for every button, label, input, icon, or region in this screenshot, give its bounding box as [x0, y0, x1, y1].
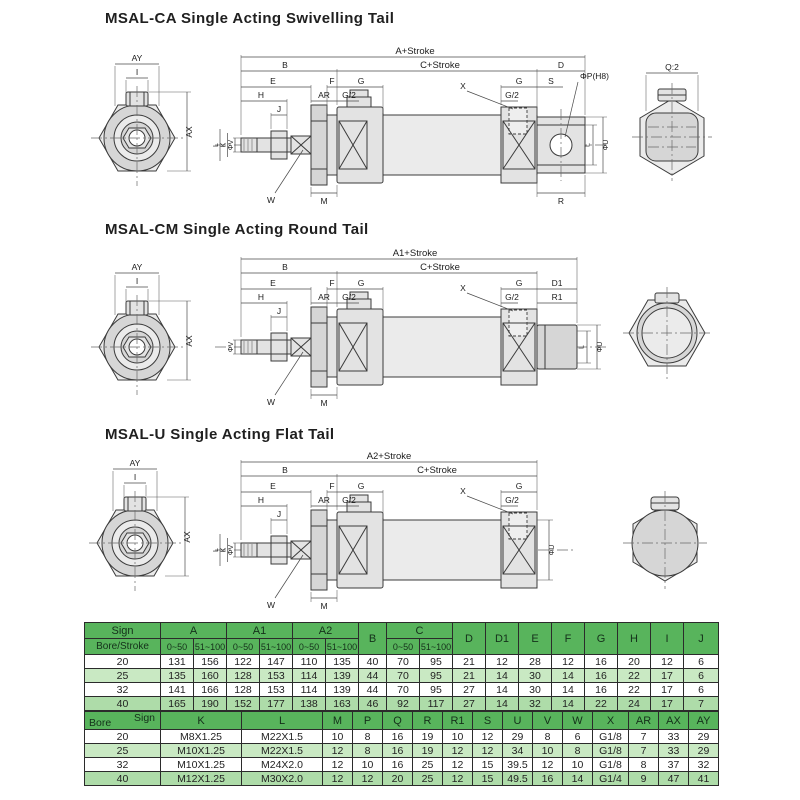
value-cell: 135 [161, 669, 194, 683]
header-f: F [552, 623, 585, 655]
value-cell: 49.5 [503, 772, 533, 786]
value-cell: 6 [684, 669, 719, 683]
value-cell: 14 [552, 669, 585, 683]
value-cell: 12 [323, 758, 353, 772]
value-cell: 25 [413, 772, 443, 786]
msal-cm-left-end-view [85, 259, 195, 399]
dim-label-c-stroke: C+Stroke [420, 60, 460, 71]
value-cell: 10 [323, 730, 353, 744]
value-cell: 114 [293, 683, 326, 697]
drawing-area-msal-ca [85, 45, 745, 215]
dim-label-e: E [270, 481, 276, 491]
value-cell: 16 [383, 758, 413, 772]
value-cell: 29 [689, 744, 719, 758]
value-cell: 70 [387, 669, 420, 683]
value-cell: 44 [359, 683, 387, 697]
value-cell: 12 [533, 758, 563, 772]
header-k: K [161, 712, 242, 730]
value-cell: 190 [194, 697, 227, 711]
header-d: D [453, 623, 486, 655]
table-row [85, 772, 719, 786]
table-row [85, 655, 719, 669]
header-ar: AR [629, 712, 659, 730]
header-c-51-100: 51~100 [420, 639, 453, 655]
value-cell: 153 [260, 683, 293, 697]
msal-ca-right-end-view [620, 49, 730, 189]
dim-label-w: W [266, 195, 276, 205]
value-cell: 29 [503, 730, 533, 744]
dim-label-v: ΦV [228, 341, 236, 353]
dim-label-g2-right: G/2 [505, 90, 519, 100]
header-sign: Sign [85, 623, 161, 639]
header-d1: D1 [486, 623, 519, 655]
dim-label-g-left: G [357, 76, 365, 86]
value-cell: 70 [387, 655, 420, 669]
bore-cell: 20 [85, 655, 161, 669]
value-cell: 139 [326, 669, 359, 683]
value-cell: 12 [473, 744, 503, 758]
value-cell: 7 [629, 730, 659, 744]
value-cell: 8 [629, 758, 659, 772]
value-cell: 17 [651, 697, 684, 711]
header-bore-stroke: Bore/Stroke [85, 639, 161, 655]
dim-label-j: J [276, 509, 282, 519]
header-a2-0-50: 0~50 [293, 639, 326, 655]
msal-u-right-end-view [613, 455, 723, 595]
dim-label-c-stroke: C+Stroke [420, 262, 460, 273]
value-cell: 6 [684, 655, 719, 669]
flat-tail-end-view [623, 491, 707, 589]
header-l: L [242, 712, 323, 730]
dim-label-g2-left: G/2 [342, 90, 356, 100]
header-v: V [533, 712, 563, 730]
value-cell: 153 [260, 669, 293, 683]
value-cell: 122 [227, 655, 260, 669]
dim-label-a2-stroke: A2+Stroke [366, 451, 412, 462]
mounting-flange [311, 307, 337, 387]
value-cell: 14 [486, 683, 519, 697]
cylinder-tube [383, 317, 501, 377]
header-bore-sign-corner [85, 712, 161, 730]
header-ay: AY [689, 712, 719, 730]
rear-cap [501, 309, 537, 385]
value-cell: 12 [552, 655, 585, 669]
dim-label-x: X [460, 486, 466, 496]
value-cell: 16 [585, 669, 618, 683]
dim-label-i: I [133, 472, 137, 482]
value-cell: 10 [533, 744, 563, 758]
dim-label-u: ΦU [597, 341, 604, 353]
value-cell: 12 [323, 772, 353, 786]
value-cell: 117 [420, 697, 453, 711]
value-cell: G1/8 [593, 758, 629, 772]
value-cell: 147 [260, 655, 293, 669]
dim-label-u: ΦU [549, 544, 556, 556]
header-g: G [585, 623, 618, 655]
value-cell: 37 [659, 758, 689, 772]
table-row [85, 758, 719, 772]
dim-label-i: I [135, 276, 139, 286]
value-cell: 114 [293, 669, 326, 683]
dim-label-ax: AX [184, 335, 194, 347]
value-cell: 29 [689, 730, 719, 744]
value-cell: 30 [519, 669, 552, 683]
value-cell: M22X1.5 [242, 744, 323, 758]
value-cell: 95 [420, 683, 453, 697]
value-cell: 8 [353, 744, 383, 758]
rear-cap-flat-tail [501, 512, 537, 588]
value-cell: 16 [585, 655, 618, 669]
dim-label-b: B [282, 262, 288, 272]
head-cap [337, 495, 383, 588]
value-cell: 20 [618, 655, 651, 669]
value-cell: 40 [359, 655, 387, 669]
bore-cell: 32 [85, 758, 161, 772]
dim-label-f: F [329, 278, 335, 288]
value-cell: 70 [387, 683, 420, 697]
dim-label-m: M [320, 601, 328, 611]
table2-header-row [85, 712, 719, 730]
dim-label-w: W [266, 397, 276, 407]
header-a: A [161, 623, 227, 639]
round-tail-boss [537, 325, 577, 369]
bore-cell: 40 [85, 772, 161, 786]
swivel-clevis-tail [537, 109, 585, 181]
dim-label-k: K [220, 547, 228, 553]
section-title-msal-cm: MSAL-CM Single Acting Round Tail [105, 221, 369, 238]
header-q: Q [383, 712, 413, 730]
msal-cm-main-view [215, 247, 610, 409]
header-h: H [618, 623, 651, 655]
dim-label-e: E [270, 76, 276, 86]
value-cell: 6 [684, 683, 719, 697]
table1-header-row-1 [85, 623, 719, 639]
value-cell: 7 [684, 697, 719, 711]
head-cap [337, 292, 383, 385]
value-cell: 152 [227, 697, 260, 711]
table-row [85, 744, 719, 758]
header-b: B [359, 623, 387, 655]
value-cell: 33 [659, 744, 689, 758]
value-cell: 44 [359, 669, 387, 683]
value-cell: 156 [194, 655, 227, 669]
value-cell: 163 [326, 697, 359, 711]
rear-cap [501, 107, 537, 183]
head-cap [337, 90, 383, 183]
value-cell: 25 [413, 758, 443, 772]
dim-label-b: B [282, 60, 288, 70]
header-e: E [519, 623, 552, 655]
dim-label-r1: R1 [551, 292, 563, 302]
value-cell: 14 [563, 772, 593, 786]
value-cell: 19 [413, 730, 443, 744]
dim-label-v: ΦV [228, 139, 236, 151]
dim-label-ar: AR [318, 495, 330, 505]
value-cell: 166 [194, 683, 227, 697]
dim-label-f: F [329, 76, 335, 86]
dim-label-j: J [276, 306, 282, 316]
bore-cell: 20 [85, 730, 161, 744]
corner-sign-label: Sign [133, 712, 155, 724]
value-cell: M12X1.25 [161, 772, 242, 786]
table-row [85, 683, 719, 697]
value-cell: G1/4 [593, 772, 629, 786]
dim-label-b: B [282, 465, 288, 475]
dim-label-ay: AY [131, 262, 143, 272]
value-cell: 17 [651, 669, 684, 683]
value-cell: M10X1.25 [161, 744, 242, 758]
header-a1-0-50: 0~50 [227, 639, 260, 655]
dim-label-x: X [460, 283, 466, 293]
msal-ca-left-end-view [85, 50, 195, 190]
value-cell: 17 [651, 683, 684, 697]
dim-label-g-right: G [515, 481, 523, 491]
bore-cell: 25 [85, 669, 161, 683]
value-cell: G1/8 [593, 730, 629, 744]
header-c: C [387, 623, 453, 639]
dim-label-m: M [320, 196, 328, 206]
value-cell: 128 [227, 669, 260, 683]
dim-label-g-right: G [515, 76, 523, 86]
value-cell: 177 [260, 697, 293, 711]
dimension-table-2 [84, 711, 719, 786]
dim-label-l-left: L [213, 143, 221, 147]
value-cell: 8 [563, 744, 593, 758]
value-cell: 138 [293, 697, 326, 711]
mounting-flange [311, 105, 337, 185]
value-cell: 6 [563, 730, 593, 744]
header-r: R [413, 712, 443, 730]
drawing-area-msal-u [85, 452, 745, 622]
value-cell: 16 [585, 683, 618, 697]
header-i: I [651, 623, 684, 655]
value-cell: 27 [453, 683, 486, 697]
value-cell: 131 [161, 655, 194, 669]
dim-label-g-right: G [515, 278, 523, 288]
value-cell: 10 [443, 730, 473, 744]
value-cell: 32 [689, 758, 719, 772]
msal-cm-right-end-view [615, 245, 725, 385]
cylinder-tube [383, 520, 501, 580]
dim-label-ax: AX [182, 531, 192, 543]
header-a-0-50: 0~50 [161, 639, 194, 655]
value-cell: 139 [326, 683, 359, 697]
value-cell: M10X1.25 [161, 758, 242, 772]
value-cell: 95 [420, 655, 453, 669]
table-row [85, 669, 719, 683]
dim-label-i: I [135, 67, 139, 77]
value-cell: 47 [659, 772, 689, 786]
header-s: S [473, 712, 503, 730]
value-cell: 14 [486, 697, 519, 711]
value-cell: 128 [227, 683, 260, 697]
dim-label-g-left: G [357, 278, 365, 288]
table-row [85, 697, 719, 711]
header-a1-51-100: 51~100 [260, 639, 293, 655]
value-cell: G1/8 [593, 744, 629, 758]
value-cell: 28 [519, 655, 552, 669]
value-cell: 141 [161, 683, 194, 697]
swivel-end-view [632, 83, 712, 181]
value-cell: M24X2.0 [242, 758, 323, 772]
value-cell: 110 [293, 655, 326, 669]
dim-label-d1: D1 [551, 278, 563, 288]
dim-label-c-stroke: C+Stroke [417, 465, 457, 476]
msal-u-left-end-view [83, 455, 193, 595]
dim-label-a1-stroke: A1+Stroke [392, 248, 438, 259]
value-cell: 12 [443, 772, 473, 786]
dim-label-f: F [329, 481, 335, 491]
msal-ca-main-view [215, 45, 610, 207]
header-a2: A2 [293, 623, 359, 639]
mounting-flange [311, 510, 337, 590]
value-cell: 16 [383, 730, 413, 744]
header-x: X [593, 712, 629, 730]
value-cell: 15 [473, 758, 503, 772]
dim-label-g-left: G [357, 481, 365, 491]
header-a1: A1 [227, 623, 293, 639]
value-cell: 16 [383, 744, 413, 758]
value-cell: M8X1.25 [161, 730, 242, 744]
dim-label-g2-right: G/2 [505, 292, 519, 302]
value-cell: 12 [443, 744, 473, 758]
value-cell: 39.5 [503, 758, 533, 772]
value-cell: 41 [689, 772, 719, 786]
value-cell: 32 [519, 697, 552, 711]
dim-label-p: ΦP(H8) [580, 71, 609, 81]
dim-label-ax: AX [184, 126, 194, 138]
value-cell: 34 [503, 744, 533, 758]
value-cell: 21 [453, 669, 486, 683]
value-cell: M30X2.0 [242, 772, 323, 786]
section-title-msal-u: MSAL-U Single Acting Flat Tail [105, 426, 335, 443]
bore-cell: 40 [85, 697, 161, 711]
header-u: U [503, 712, 533, 730]
value-cell: 12 [443, 758, 473, 772]
value-cell: M22X1.5 [242, 730, 323, 744]
value-cell: 14 [486, 669, 519, 683]
msal-u-main-view [215, 450, 610, 612]
dim-label-ar: AR [318, 292, 330, 302]
value-cell: 12 [486, 655, 519, 669]
value-cell: 22 [618, 669, 651, 683]
header-a-51-100: 51~100 [194, 639, 227, 655]
value-cell: 8 [533, 730, 563, 744]
header-m: M [323, 712, 353, 730]
value-cell: 27 [453, 697, 486, 711]
value-cell: 8 [353, 730, 383, 744]
dim-label-x: X [460, 81, 466, 91]
dimension-table-1 [84, 622, 719, 711]
dim-label-r: R [557, 196, 565, 206]
value-cell: 10 [353, 758, 383, 772]
dim-label-u: ΦU [603, 139, 610, 151]
bore-cell: 25 [85, 744, 161, 758]
header-w: W [563, 712, 593, 730]
dim-label-l-left: L [213, 548, 221, 552]
dim-label-m: M [320, 398, 328, 408]
value-cell: 7 [629, 744, 659, 758]
dim-label-g2-left: G/2 [342, 495, 356, 505]
value-cell: 46 [359, 697, 387, 711]
dim-label-j: J [276, 104, 282, 114]
value-cell: 30 [519, 683, 552, 697]
value-cell: 9 [629, 772, 659, 786]
header-p: P [353, 712, 383, 730]
piston-rod-assembly [241, 536, 311, 564]
value-cell: 95 [420, 669, 453, 683]
dim-label-ay: AY [131, 53, 143, 63]
piston-rod-assembly [241, 333, 311, 361]
dim-label-v: ΦV [228, 544, 236, 556]
value-cell: 33 [659, 730, 689, 744]
dim-label-g2-right: G/2 [505, 495, 519, 505]
value-cell: 14 [552, 683, 585, 697]
section-title-msal-ca: MSAL-CA Single Acting Swivelling Tail [105, 10, 395, 27]
dim-label-h: H [257, 495, 265, 505]
dim-label-h: H [257, 90, 265, 100]
round-tail-end-view [623, 287, 711, 379]
dim-label-g2-left: G/2 [342, 292, 356, 302]
corner-bore-label: Bore [89, 717, 112, 729]
dim-label-s: S [548, 76, 554, 86]
header-ax: AX [659, 712, 689, 730]
dim-label-w: W [266, 600, 276, 610]
dim-label-e: E [270, 278, 276, 288]
dim-label-ar: AR [318, 90, 330, 100]
cylinder-tube [383, 115, 501, 175]
drawing-area-msal-cm [85, 248, 745, 425]
dim-label-l-right: L [584, 143, 592, 147]
value-cell: 20 [383, 772, 413, 786]
dim-label-q: Q:2 [665, 62, 679, 72]
value-cell: 12 [353, 772, 383, 786]
piston-rod-assembly [241, 131, 311, 159]
header-r1: R1 [443, 712, 473, 730]
value-cell: 19 [413, 744, 443, 758]
dim-label-k: K [220, 142, 228, 148]
header-j: J [684, 623, 719, 655]
bore-cell: 32 [85, 683, 161, 697]
value-cell: 92 [387, 697, 420, 711]
dim-label-ay: AY [129, 458, 141, 468]
value-cell: 10 [563, 758, 593, 772]
header-c-0-50: 0~50 [387, 639, 420, 655]
value-cell: 12 [651, 655, 684, 669]
value-cell: 12 [323, 744, 353, 758]
value-cell: 22 [618, 683, 651, 697]
dim-label-d: D [557, 60, 565, 70]
dim-label-a-stroke: A+Stroke [395, 46, 435, 57]
value-cell: 12 [473, 730, 503, 744]
value-cell: 22 [585, 697, 618, 711]
value-cell: 21 [453, 655, 486, 669]
header-a2-51-100: 51~100 [326, 639, 359, 655]
table-row [85, 730, 719, 744]
dim-label-l-right: L [578, 345, 586, 349]
value-cell: 24 [618, 697, 651, 711]
value-cell: 15 [473, 772, 503, 786]
value-cell: 160 [194, 669, 227, 683]
dim-label-h: H [257, 292, 265, 302]
value-cell: 14 [552, 697, 585, 711]
value-cell: 135 [326, 655, 359, 669]
value-cell: 16 [533, 772, 563, 786]
value-cell: 165 [161, 697, 194, 711]
